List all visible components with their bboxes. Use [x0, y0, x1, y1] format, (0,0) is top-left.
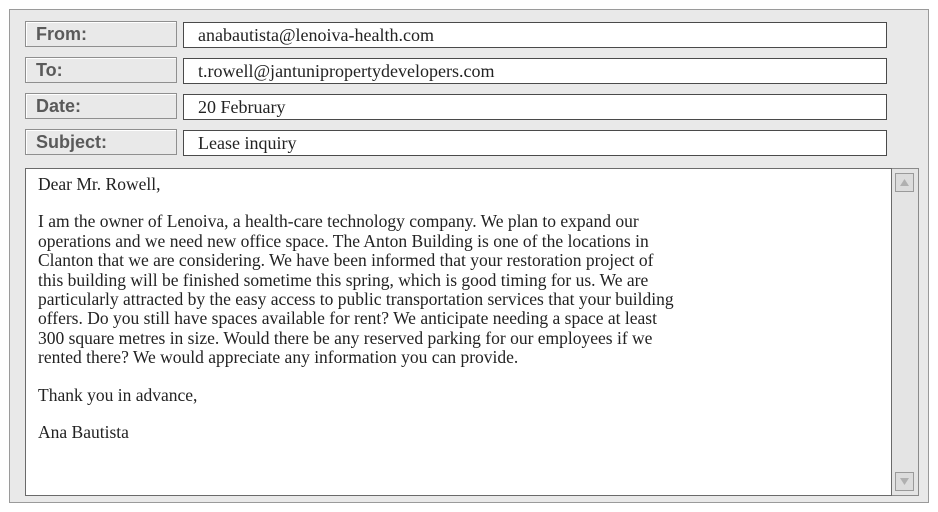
scroll-down-button[interactable] — [895, 472, 914, 491]
body-line: 300 square metres in size. Would there be any reserved parking for our employees if we — [38, 327, 653, 348]
scroll-up-button[interactable] — [895, 173, 914, 192]
vertical-scrollbar[interactable] — [892, 168, 919, 496]
greeting: Dear Mr. Rowell, — [38, 174, 161, 194]
to-field[interactable]: t.rowell@jantunipropertydevelopers.com — [183, 58, 887, 84]
closing: Thank you in advance, — [38, 384, 198, 405]
body-line: I am the owner of Lenoiva, a health-care technology company. We plan to expand our — [38, 211, 639, 232]
body-line: operations and we need new office space. The Anton Building is one of the locations in — [38, 230, 649, 251]
date-label: Date: — [25, 93, 177, 119]
body-line: Clanton that we are considering. We have been informed that your restoration project of — [38, 250, 654, 271]
triangle-down-icon — [899, 477, 910, 486]
body-line: particularly attracted by the easy access to public transportation services that your building — [38, 289, 674, 310]
body-line: offers. Do you still have spaces available for rent? We anticipate needing a space at least — [38, 308, 657, 329]
from-label: From: — [25, 21, 177, 47]
message-body[interactable] — [25, 168, 892, 496]
triangle-up-icon — [899, 178, 910, 187]
email-window — [9, 9, 929, 503]
subject-label: Subject: — [25, 129, 177, 155]
subject-field[interactable]: Lease inquiry — [183, 130, 887, 156]
date-field[interactable]: 20 February — [183, 94, 887, 120]
body-line: rented there? We would appreciate any information you can provide. — [38, 347, 519, 368]
body-line: this building will be finished sometime this spring, which is good timing for us. We are — [38, 269, 649, 290]
to-label: To: — [25, 57, 177, 83]
from-field[interactable]: anabautista@lenoiva-health.com — [183, 22, 887, 48]
message-text — [38, 175, 884, 442]
signature: Ana Bautista — [38, 422, 129, 443]
